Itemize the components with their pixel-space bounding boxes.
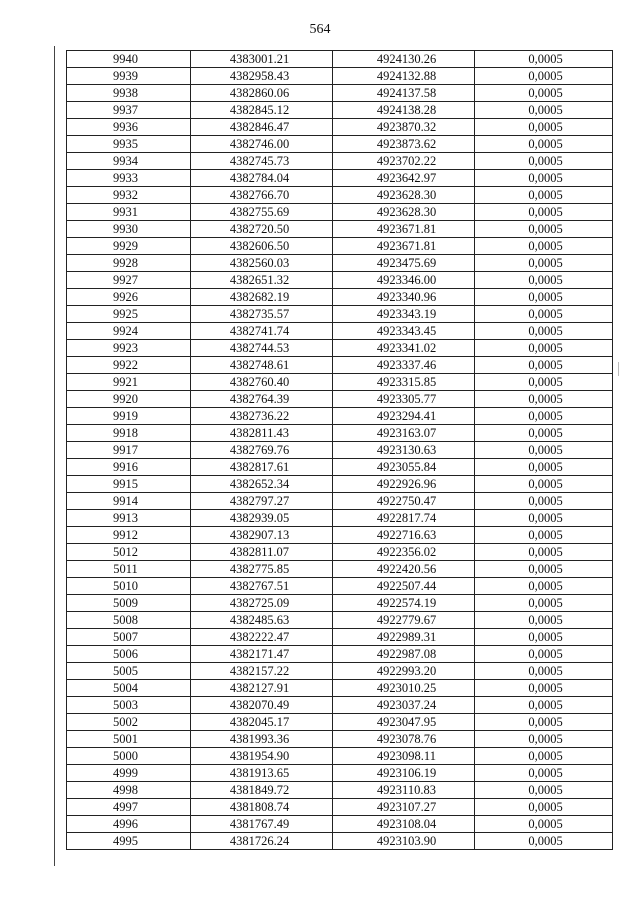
accuracy-cell: 0,0005 (475, 612, 613, 629)
y-coordinate-cell: 4923110.83 (333, 782, 475, 799)
x-coordinate-cell: 4381849.72 (191, 782, 333, 799)
point-number-cell: 9916 (67, 459, 191, 476)
point-number-cell: 5003 (67, 697, 191, 714)
x-coordinate-cell: 4382860.06 (191, 85, 333, 102)
point-number-cell: 9932 (67, 187, 191, 204)
x-coordinate-cell: 4382748.61 (191, 357, 333, 374)
y-coordinate-cell: 4922507.44 (333, 578, 475, 595)
accuracy-cell: 0,0005 (475, 544, 613, 561)
point-number-cell: 9934 (67, 153, 191, 170)
y-coordinate-cell: 4923341.02 (333, 340, 475, 357)
point-number-cell: 9937 (67, 102, 191, 119)
y-coordinate-cell: 4923343.19 (333, 306, 475, 323)
x-coordinate-cell: 4382797.27 (191, 493, 333, 510)
point-number-cell: 9925 (67, 306, 191, 323)
x-coordinate-cell: 4382775.85 (191, 561, 333, 578)
point-number-cell: 9926 (67, 289, 191, 306)
table-row (67, 153, 613, 170)
table-row (67, 833, 613, 850)
table-row (67, 544, 613, 561)
table-row (67, 697, 613, 714)
y-coordinate-cell: 4923010.25 (333, 680, 475, 697)
y-coordinate-cell: 4923098.11 (333, 748, 475, 765)
x-coordinate-cell: 4382045.17 (191, 714, 333, 731)
accuracy-cell: 0,0005 (475, 765, 613, 782)
accuracy-cell: 0,0005 (475, 646, 613, 663)
x-coordinate-cell: 4382651.32 (191, 272, 333, 289)
point-number-cell: 9912 (67, 527, 191, 544)
x-coordinate-cell: 4382764.39 (191, 391, 333, 408)
y-coordinate-cell: 4923163.07 (333, 425, 475, 442)
table-row (67, 272, 613, 289)
table-row (67, 391, 613, 408)
accuracy-cell: 0,0005 (475, 408, 613, 425)
table-row (67, 612, 613, 629)
x-coordinate-cell: 4382958.43 (191, 68, 333, 85)
accuracy-cell: 0,0005 (475, 799, 613, 816)
accuracy-cell: 0,0005 (475, 714, 613, 731)
y-coordinate-cell: 4923873.62 (333, 136, 475, 153)
accuracy-cell: 0,0005 (475, 816, 613, 833)
y-coordinate-cell: 4923870.32 (333, 119, 475, 136)
accuracy-cell: 0,0005 (475, 459, 613, 476)
y-coordinate-cell: 4923475.69 (333, 255, 475, 272)
point-number-cell: 9924 (67, 323, 191, 340)
x-coordinate-cell: 4382817.61 (191, 459, 333, 476)
x-coordinate-cell: 4382811.07 (191, 544, 333, 561)
x-coordinate-cell: 4382760.40 (191, 374, 333, 391)
point-number-cell: 9929 (67, 238, 191, 255)
table-row (67, 578, 613, 595)
point-number-cell: 5007 (67, 629, 191, 646)
coordinates-table (66, 50, 613, 850)
x-coordinate-cell: 4382652.34 (191, 476, 333, 493)
table-row (67, 493, 613, 510)
table-row (67, 816, 613, 833)
y-coordinate-cell: 4923628.30 (333, 187, 475, 204)
point-number-cell: 5008 (67, 612, 191, 629)
table-row (67, 204, 613, 221)
x-coordinate-cell: 4382744.53 (191, 340, 333, 357)
point-number-cell: 4998 (67, 782, 191, 799)
x-coordinate-cell: 4382845.12 (191, 102, 333, 119)
point-number-cell: 5006 (67, 646, 191, 663)
accuracy-cell: 0,0005 (475, 221, 613, 238)
y-coordinate-cell: 4923047.95 (333, 714, 475, 731)
y-coordinate-cell: 4922750.47 (333, 493, 475, 510)
accuracy-cell: 0,0005 (475, 255, 613, 272)
y-coordinate-cell: 4924132.88 (333, 68, 475, 85)
x-coordinate-cell: 4381808.74 (191, 799, 333, 816)
y-coordinate-cell: 4922987.08 (333, 646, 475, 663)
x-coordinate-cell: 4382127.91 (191, 680, 333, 697)
table-row (67, 289, 613, 306)
point-number-cell: 9931 (67, 204, 191, 221)
accuracy-cell: 0,0005 (475, 391, 613, 408)
x-coordinate-cell: 4382746.00 (191, 136, 333, 153)
point-number-cell: 9936 (67, 119, 191, 136)
accuracy-cell: 0,0005 (475, 323, 613, 340)
table-row (67, 731, 613, 748)
y-coordinate-cell: 4924138.28 (333, 102, 475, 119)
table-row (67, 459, 613, 476)
x-coordinate-cell: 4382907.13 (191, 527, 333, 544)
y-coordinate-cell: 4923130.63 (333, 442, 475, 459)
y-coordinate-cell: 4922817.74 (333, 510, 475, 527)
accuracy-cell: 0,0005 (475, 731, 613, 748)
accuracy-cell: 0,0005 (475, 289, 613, 306)
point-number-cell: 9920 (67, 391, 191, 408)
point-number-cell: 5011 (67, 561, 191, 578)
accuracy-cell: 0,0005 (475, 680, 613, 697)
point-number-cell: 9935 (67, 136, 191, 153)
accuracy-cell: 0,0005 (475, 187, 613, 204)
x-coordinate-cell: 4382741.74 (191, 323, 333, 340)
accuracy-cell: 0,0005 (475, 527, 613, 544)
point-number-cell: 9938 (67, 85, 191, 102)
x-coordinate-cell: 4381913.65 (191, 765, 333, 782)
point-number-cell: 9922 (67, 357, 191, 374)
table-row (67, 119, 613, 136)
table-row (67, 799, 613, 816)
y-coordinate-cell: 4923628.30 (333, 204, 475, 221)
x-coordinate-cell: 4382767.51 (191, 578, 333, 595)
y-coordinate-cell: 4923294.41 (333, 408, 475, 425)
y-coordinate-cell: 4923107.27 (333, 799, 475, 816)
accuracy-cell: 0,0005 (475, 833, 613, 850)
accuracy-cell: 0,0005 (475, 595, 613, 612)
table-row (67, 238, 613, 255)
table-row (67, 510, 613, 527)
table-row (67, 765, 613, 782)
x-coordinate-cell: 4382157.22 (191, 663, 333, 680)
accuracy-cell: 0,0005 (475, 136, 613, 153)
point-number-cell: 5000 (67, 748, 191, 765)
accuracy-cell: 0,0005 (475, 153, 613, 170)
y-coordinate-cell: 4922420.56 (333, 561, 475, 578)
x-coordinate-cell: 4382485.63 (191, 612, 333, 629)
table-row (67, 340, 613, 357)
x-coordinate-cell: 4382560.03 (191, 255, 333, 272)
x-coordinate-cell: 4381954.90 (191, 748, 333, 765)
point-number-cell: 4996 (67, 816, 191, 833)
accuracy-cell: 0,0005 (475, 578, 613, 595)
point-number-cell: 5002 (67, 714, 191, 731)
table-row (67, 663, 613, 680)
accuracy-cell: 0,0005 (475, 119, 613, 136)
table-row (67, 357, 613, 374)
coordinates-table-container (66, 50, 612, 850)
point-number-cell: 9923 (67, 340, 191, 357)
table-row (67, 187, 613, 204)
table-row (67, 102, 613, 119)
y-coordinate-cell: 4924137.58 (333, 85, 475, 102)
y-coordinate-cell: 4922989.31 (333, 629, 475, 646)
point-number-cell: 9928 (67, 255, 191, 272)
accuracy-cell: 0,0005 (475, 357, 613, 374)
y-coordinate-cell: 4923108.04 (333, 816, 475, 833)
x-coordinate-cell: 4382171.47 (191, 646, 333, 663)
y-coordinate-cell: 4924130.26 (333, 51, 475, 68)
point-number-cell: 9921 (67, 374, 191, 391)
table-row (67, 442, 613, 459)
table-row (67, 408, 613, 425)
x-coordinate-cell: 4381726.24 (191, 833, 333, 850)
point-number-cell: 5012 (67, 544, 191, 561)
accuracy-cell: 0,0005 (475, 374, 613, 391)
accuracy-cell: 0,0005 (475, 51, 613, 68)
x-coordinate-cell: 4383001.21 (191, 51, 333, 68)
x-coordinate-cell: 4382736.22 (191, 408, 333, 425)
table-row (67, 51, 613, 68)
scan-artifact-mark (618, 362, 619, 376)
table-body (67, 51, 613, 850)
x-coordinate-cell: 4381767.49 (191, 816, 333, 833)
table-row (67, 561, 613, 578)
table-row (67, 323, 613, 340)
accuracy-cell: 0,0005 (475, 425, 613, 442)
table-row (67, 646, 613, 663)
accuracy-cell: 0,0005 (475, 85, 613, 102)
table-row (67, 680, 613, 697)
x-coordinate-cell: 4382939.05 (191, 510, 333, 527)
point-number-cell: 4995 (67, 833, 191, 850)
x-coordinate-cell: 4382846.47 (191, 119, 333, 136)
y-coordinate-cell: 4923103.90 (333, 833, 475, 850)
y-coordinate-cell: 4922356.02 (333, 544, 475, 561)
point-number-cell: 9927 (67, 272, 191, 289)
table-row (67, 629, 613, 646)
accuracy-cell: 0,0005 (475, 748, 613, 765)
x-coordinate-cell: 4382784.04 (191, 170, 333, 187)
x-coordinate-cell: 4382811.43 (191, 425, 333, 442)
point-number-cell: 9930 (67, 221, 191, 238)
y-coordinate-cell: 4923337.46 (333, 357, 475, 374)
x-coordinate-cell: 4382222.47 (191, 629, 333, 646)
y-coordinate-cell: 4922779.67 (333, 612, 475, 629)
accuracy-cell: 0,0005 (475, 493, 613, 510)
accuracy-cell: 0,0005 (475, 306, 613, 323)
table-row (67, 85, 613, 102)
accuracy-cell: 0,0005 (475, 629, 613, 646)
table-row (67, 374, 613, 391)
y-coordinate-cell: 4923343.45 (333, 323, 475, 340)
y-coordinate-cell: 4922574.19 (333, 595, 475, 612)
table-row (67, 748, 613, 765)
point-number-cell: 5001 (67, 731, 191, 748)
table-row (67, 221, 613, 238)
y-coordinate-cell: 4922993.20 (333, 663, 475, 680)
point-number-cell: 9914 (67, 493, 191, 510)
x-coordinate-cell: 4382755.69 (191, 204, 333, 221)
accuracy-cell: 0,0005 (475, 272, 613, 289)
point-number-cell: 9933 (67, 170, 191, 187)
x-coordinate-cell: 4382769.76 (191, 442, 333, 459)
table-row (67, 595, 613, 612)
point-number-cell: 5010 (67, 578, 191, 595)
point-number-cell: 4997 (67, 799, 191, 816)
point-number-cell: 9917 (67, 442, 191, 459)
point-number-cell: 5009 (67, 595, 191, 612)
y-coordinate-cell: 4923037.24 (333, 697, 475, 714)
point-number-cell: 5004 (67, 680, 191, 697)
x-coordinate-cell: 4382720.50 (191, 221, 333, 238)
point-number-cell: 9939 (67, 68, 191, 85)
point-number-cell: 9913 (67, 510, 191, 527)
point-number-cell: 9918 (67, 425, 191, 442)
y-coordinate-cell: 4923346.00 (333, 272, 475, 289)
y-coordinate-cell: 4923702.22 (333, 153, 475, 170)
accuracy-cell: 0,0005 (475, 442, 613, 459)
y-coordinate-cell: 4923671.81 (333, 238, 475, 255)
y-coordinate-cell: 4923078.76 (333, 731, 475, 748)
y-coordinate-cell: 4923315.85 (333, 374, 475, 391)
accuracy-cell: 0,0005 (475, 204, 613, 221)
accuracy-cell: 0,0005 (475, 476, 613, 493)
x-coordinate-cell: 4381993.36 (191, 731, 333, 748)
accuracy-cell: 0,0005 (475, 697, 613, 714)
page-number: 564 (309, 22, 331, 37)
point-number-cell: 4999 (67, 765, 191, 782)
x-coordinate-cell: 4382725.09 (191, 595, 333, 612)
x-coordinate-cell: 4382070.49 (191, 697, 333, 714)
table-row (67, 170, 613, 187)
table-row (67, 136, 613, 153)
x-coordinate-cell: 4382735.57 (191, 306, 333, 323)
table-row (67, 255, 613, 272)
y-coordinate-cell: 4923671.81 (333, 221, 475, 238)
y-coordinate-cell: 4922716.63 (333, 527, 475, 544)
accuracy-cell: 0,0005 (475, 68, 613, 85)
point-number-cell: 9940 (67, 51, 191, 68)
y-coordinate-cell: 4923106.19 (333, 765, 475, 782)
table-row (67, 425, 613, 442)
x-coordinate-cell: 4382682.19 (191, 289, 333, 306)
table-row (67, 527, 613, 544)
table-row (67, 68, 613, 85)
accuracy-cell: 0,0005 (475, 561, 613, 578)
point-number-cell: 5005 (67, 663, 191, 680)
accuracy-cell: 0,0005 (475, 663, 613, 680)
y-coordinate-cell: 4923642.97 (333, 170, 475, 187)
y-coordinate-cell: 4923340.96 (333, 289, 475, 306)
x-coordinate-cell: 4382766.70 (191, 187, 333, 204)
y-coordinate-cell: 4923305.77 (333, 391, 475, 408)
table-row (67, 782, 613, 799)
point-number-cell: 9919 (67, 408, 191, 425)
accuracy-cell: 0,0005 (475, 510, 613, 527)
y-coordinate-cell: 4923055.84 (333, 459, 475, 476)
accuracy-cell: 0,0005 (475, 238, 613, 255)
point-number-cell: 9915 (67, 476, 191, 493)
accuracy-cell: 0,0005 (475, 340, 613, 357)
table-row (67, 306, 613, 323)
y-coordinate-cell: 4922926.96 (333, 476, 475, 493)
left-margin-line (54, 46, 55, 866)
x-coordinate-cell: 4382745.73 (191, 153, 333, 170)
accuracy-cell: 0,0005 (475, 102, 613, 119)
table-row (67, 476, 613, 493)
table-row (67, 714, 613, 731)
x-coordinate-cell: 4382606.50 (191, 238, 333, 255)
accuracy-cell: 0,0005 (475, 170, 613, 187)
accuracy-cell: 0,0005 (475, 782, 613, 799)
